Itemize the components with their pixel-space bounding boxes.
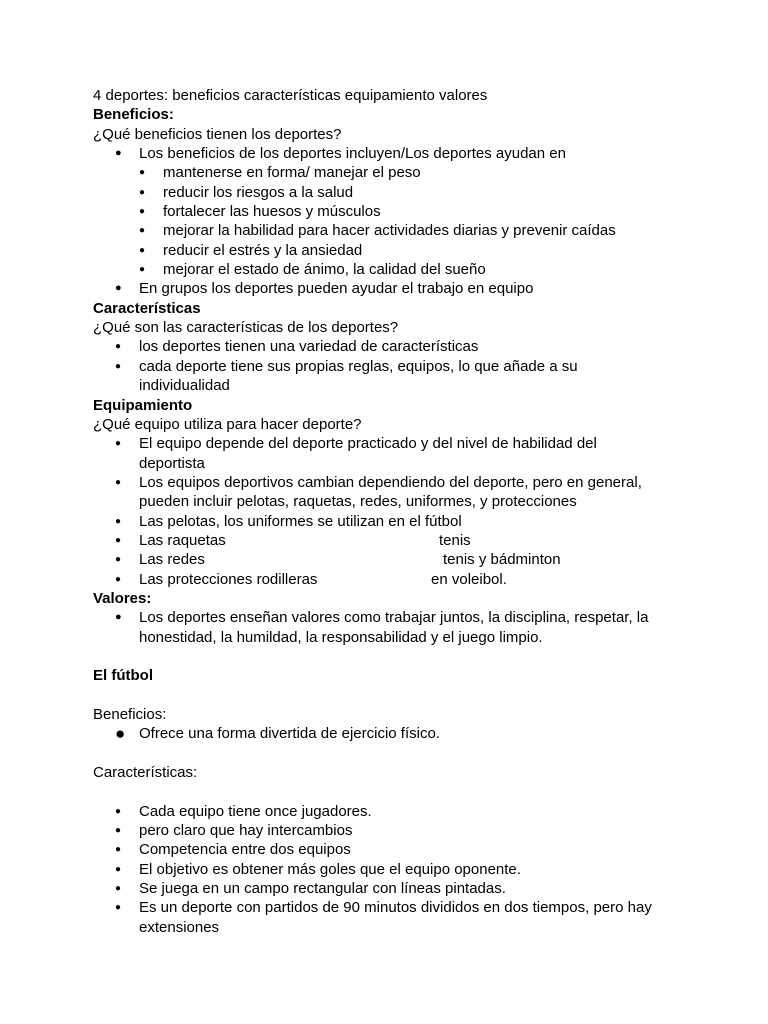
list-item: ● Ofrece una forma divertida de ejercicio físico. (115, 724, 440, 744)
equipamiento-list (93, 434, 693, 589)
bullet-icon: ● (139, 244, 146, 256)
list-item: ● Es un deporte con partidos de 90 minutos divididos en dos tiempos, pero hay extensiones (115, 899, 652, 936)
beneficios-heading: Beneficios: (93, 106, 174, 124)
futbol-beneficios-list (93, 724, 693, 743)
bullet-icon: ● (115, 805, 122, 817)
list-item: ● Se juega en un campo rectangular con líneas pintadas. (115, 880, 506, 898)
bullet-icon: ● (139, 206, 146, 218)
bullet-icon: ● (139, 225, 146, 237)
bullet-icon: ● (115, 282, 122, 295)
list-item: ● Las protecciones rodilleras en voleibol. (115, 570, 507, 588)
caracteristicas-question: ¿Qué son las características de los deportes? (93, 319, 399, 337)
list-item: ● pero claro que hay intercambios (115, 822, 353, 840)
list-item: ● mejorar la habilidad para hacer actividades diarias y prevenir caídas (139, 222, 616, 240)
list-item: ● fortalecer las huesos y músculos (139, 203, 381, 221)
list-item: ● Competencia entre dos equipos (115, 841, 351, 859)
bullet-icon: ● (115, 534, 122, 546)
list-item: ● Los deportes enseñan valores como trabajar juntos, la disciplina, respetar, la honestidad, la humildad, la responsabilidad y el juego limpio. (115, 609, 649, 646)
valores-heading: Valores: (93, 589, 152, 607)
bullet-icon: ● (139, 167, 146, 179)
list-item: ● En grupos los deportes pueden ayudar el trabajo en equipo (115, 280, 534, 298)
bullet-icon: ● (115, 554, 122, 566)
bullet-icon: ● (115, 573, 122, 585)
list-item: ● Las pelotas, los uniformes se utilizan en el fútbol (115, 512, 462, 530)
bullet-icon: ● (115, 515, 122, 527)
list-item: ● Los beneficios de los deportes incluyen/Los deportes ayudan en (115, 145, 566, 163)
valores-list (93, 608, 693, 647)
list-item: ● El equipo depende del deporte practicado y del nivel de habilidad del deportista (115, 435, 597, 472)
list-item: ● Los equipos deportivos cambian dependiendo del deporte, pero en general, pueden incluir pelotas, raquetas, redes, uniformes, y protecciones (115, 473, 642, 511)
list-item: ● reducir los riesgos a la salud (139, 183, 354, 201)
futbol-title: El fútbol (93, 667, 153, 685)
list-item: ● Las raquetas tenis (115, 531, 471, 549)
list-item: ● cada deporte tiene sus propias reglas, equipos, lo que añade a su individualidad (115, 357, 578, 395)
list-item: ● Las redes tenis y bádminton (115, 551, 561, 569)
bullet-icon: ● (115, 611, 122, 624)
bullet-icon: ● (115, 844, 122, 856)
bullet-icon: ● (115, 438, 122, 450)
equipamiento-heading: Equipamiento (93, 396, 193, 414)
bullet-icon: ● (115, 883, 122, 895)
list-item: ● El objetivo es obtener más goles que el equipo oponente. (115, 860, 521, 878)
bullet-icon: ● (115, 863, 122, 875)
list-item: ● reducir el estrés y la ansiedad (139, 241, 363, 259)
list-item: ● los deportes tienen una variedad de características (115, 338, 479, 356)
bullet-icon: ● (115, 476, 122, 488)
list-item: ● mantenerse en forma/ manejar el peso (139, 164, 421, 182)
beneficios-list (93, 144, 693, 299)
bullet-icon: ● (115, 724, 126, 744)
equipamiento-question: ¿Qué equipo utiliza para hacer deporte? (93, 415, 362, 433)
bullet-icon: ● (115, 360, 122, 372)
bullet-icon: ● (115, 341, 122, 353)
caracteristicas-heading: Características (93, 299, 201, 317)
caracteristicas-list (93, 337, 693, 395)
bullet-icon: ● (115, 825, 122, 837)
bullet-icon: ● (139, 186, 146, 198)
futbol-caracteristicas-label: Características: (93, 764, 198, 782)
bullet-icon: ● (115, 147, 122, 160)
futbol-beneficios-label: Beneficios: (93, 706, 167, 723)
bullet-icon: ● (139, 264, 146, 276)
document-body (93, 86, 693, 937)
list-item: ● mejorar el estado de ánimo, la calidad del sueño (139, 261, 486, 279)
list-item: ● Cada equipo tiene once jugadores. (115, 802, 372, 820)
futbol-caracteristicas-list (93, 802, 693, 937)
bullet-icon: ● (115, 902, 122, 914)
document-header: 4 deportes: beneficios características equipamiento valores (93, 87, 488, 104)
beneficios-question: ¿Qué beneficios tienen los deportes? (93, 125, 342, 143)
